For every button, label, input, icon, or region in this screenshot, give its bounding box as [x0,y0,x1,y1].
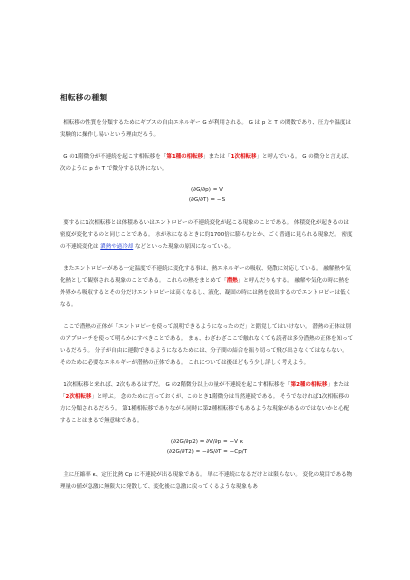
paragraph-2-text: G の1階微分が不連続を起こす相転移を「 [63,154,167,160]
equation-compressibility: (∂2G/∂p2) = ∂V/∂p = −V κ [170,439,244,445]
paragraph-6 [60,379,354,427]
paragraph-4-text: またエントロピーがある一定温度で不連続に変化する事は、熱エネルギーの吸収、発散に対応している。 融解熱や気化熱として観察される現象のことである。 これらの熱をまとめて「 [60,266,351,284]
paragraph-2-text: 」または「 [203,154,231,160]
paragraph-2 [60,151,354,175]
paragraph-6-text: 」と呼ぶ。 念のために言っておくが、このとき1階微分は当然連続である。 そうでなければ1次相転移の方に分類されるだろう。 第1種相転移でありながら同時に第2種相転移でもあるような現象があるのではないかと心配することはまるで無意味である。 [60,394,350,424]
equation-block-1 [60,185,354,205]
paragraph-7: 主に圧縮率 κ、定圧比熱 Cp に不連続が出る現象である。 単に不連続になるだけとは限らない。 変化の境目である物理量の値が急激に無限大に発散して、変化後に急激に戻ってくるような現象もあ [60,472,353,490]
paragraph-3-text: 要するに1次相転移とは体積あるいはエントロピーの不連続変化が起こる現象のことである。 体積変化が起きるのは密度が変化するのと同じことである。 水が氷になるときに約1700倍に膨らむとか、ごく普通に見られる現象だ。 密度の不連続変化は [60,220,353,250]
paragraph-6-text: 」または「 [60,382,350,400]
paragraph-4-text: 」と呼んだりもする。 融解や気化の時に熱を外界から吸収するとその分だけエントロピーは高くなるし、液化、凝固の時には熱を放出するのでエントロピーは低くなる。 [60,278,352,308]
equation-heat-capacity: (∂2G/∂T2) = −∂S/∂T = −Cp/T [166,449,248,455]
supercooling-link[interactable]: 濃熱や過冷却 [100,244,134,250]
section-title: 相転移の種類 [60,93,108,102]
paragraph-1: 相転移の性質を分類するためにギブスの自由エネルギー G が利用される。 G は p と T の関数であり、圧力や温度は実験的に操作し易いという理由だろう。 [60,120,351,138]
equation-volume: (∂G/∂p) = V [191,187,223,193]
term-first-order-transition: 第1種の相転移 [166,154,204,160]
paragraph-5: ここで潜熱の正体が「エントロピーを使って説明できるようになったのだ」と錯覚してはいけない。 潜熱の正体は別のアプローチを使って明らかにすべきことである。 まぁ、わざわざここで触れなくても読者は多分潜熱の正体を知っているだろう。 分子が自由に運動できるようになるためには、分子間の結合を振り切って飛び出さなくてはならない。 そのために必要なエネルギーが潜熱の正体である。 これについては後ほどもう少し詳しく考えよう。 [60,324,354,366]
paragraph-3-text: などといった現象の原因になっている。 [133,244,235,250]
term-second-order-transition: 第2種の相転移 [290,382,328,388]
equation-entropy: (∂G/∂T) = −S [188,197,226,203]
paragraph-6-text: 1次相転移と来れば、2次もあるはずだ。 G の2階微分以上の量が不連続を起こす相転移を「 [63,382,291,388]
equation-block-2 [60,437,354,457]
paragraph-4 [60,263,354,311]
term-first-order-phase-transition: 1次相転移 [230,154,257,160]
term-second-order-phase-transition: 2次相転移 [65,394,92,400]
paragraph-3 [60,217,354,253]
term-latent-heat: 潜熱 [226,278,238,284]
paragraph-2-text: 」と呼んでいる。 G の微分と言えば、次のように p か T で微分する以外にない。 [60,154,353,172]
